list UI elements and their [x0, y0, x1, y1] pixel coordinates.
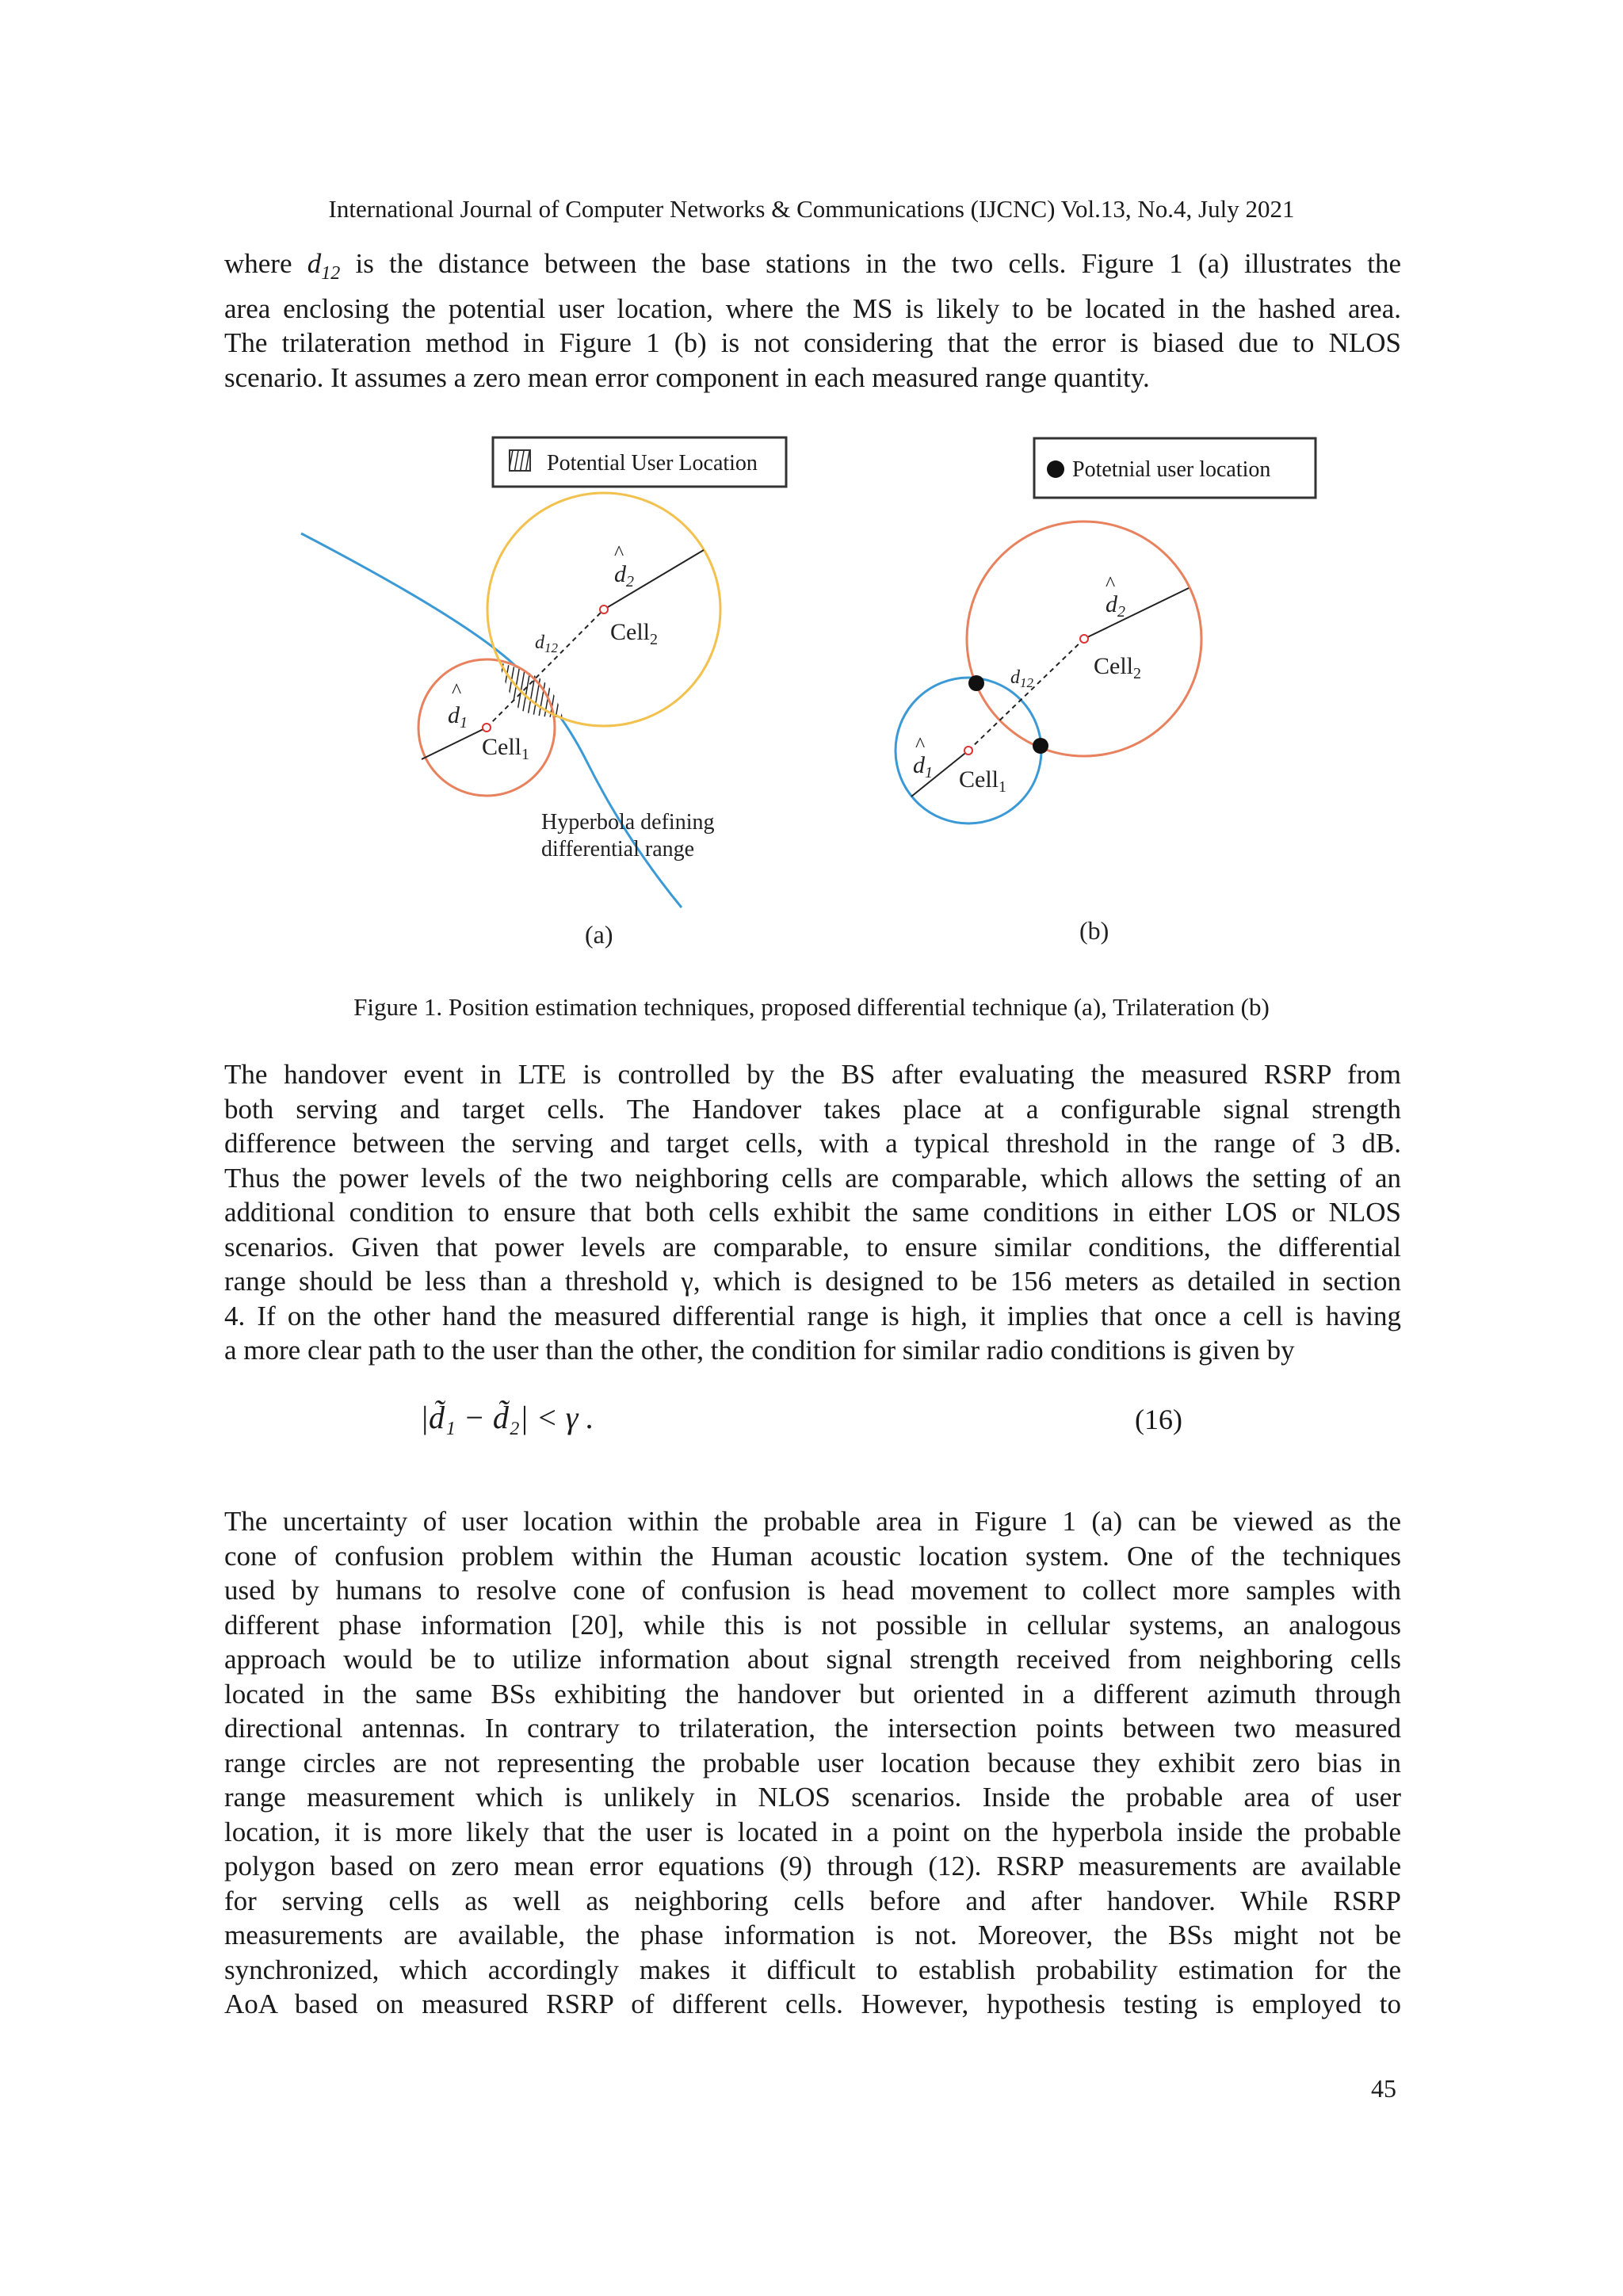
- svg-text:Cell1: Cell$_1$: [959, 766, 1006, 796]
- paragraph-3-line-10: location, it is more likely that the user is located in a point on the hyperbola inside the probable: [224, 1816, 1401, 1847]
- paragraph-3: [224, 1504, 1401, 2022]
- paragraph-2-line-7: range should be less than a threshold γ, which is designed to be 156 meters as detailed in section: [224, 1266, 1401, 1297]
- legend-b-text: Potetnial user location: [1072, 457, 1271, 482]
- legend-b: [1034, 438, 1316, 498]
- paragraph-2-line-4: Thus the power levels of the two neighboring cells are comparable, which allows the setting of an: [224, 1162, 1401, 1194]
- bs2-marker: [600, 606, 608, 613]
- cell1-label-b: Cell: [959, 766, 999, 793]
- paragraph-2: [224, 1057, 1401, 1368]
- intersection-point-2: [1033, 738, 1048, 754]
- paragraph-3-line-15: AoA based on measured RSRP of different cells. However, hypothesis testing is employed to: [224, 1988, 1401, 2019]
- panel-a-label: (a): [585, 920, 613, 949]
- svg-text:d1: $d_1$: [913, 752, 933, 781]
- paragraph-2-line-6: scenarios. Given that power levels are comparable, to ensure similar conditions, the differential: [224, 1231, 1401, 1263]
- para1-prefix: where: [224, 248, 292, 279]
- paragraph-1-line-1: where $d_{12}$ is the distance between the base stations in the two cells. Figure 1 (a) illustrates the: [224, 248, 1402, 284]
- paragraph-1-line-2: area enclosing the potential user location, where the MS is likely to be located in the hashed area.: [224, 292, 1401, 324]
- paragraph-3-line-1: The uncertainty of user location within the probable area in Figure 1 (a) can be viewed as the: [224, 1506, 1401, 1537]
- cell1-label: Cell: [482, 734, 521, 760]
- paragraph-2-line-2: both serving and target cells. The Handover takes place at a configurable signal strength: [224, 1093, 1401, 1125]
- paragraph-1-line-3: The trilateration method in Figure 1 (b) is not considering that the error is biased due to NLOS: [224, 327, 1401, 358]
- dot-swatch-icon: [1047, 460, 1064, 478]
- paragraph-3-line-14: synchronized, which accordingly makes it difficult to establish probability estimation for the: [224, 1954, 1401, 1985]
- svg-text:d2: $d_2$: [614, 561, 634, 590]
- paragraph-3-line-13: measurements are available, the phase information is not. Moreover, the BSs might not be: [224, 1920, 1401, 1950]
- hyperbola-label-2: differential range: [541, 837, 695, 861]
- hyperbola-label-1: Hyperbola defining: [541, 810, 715, 835]
- panel-b-label: (b): [1079, 916, 1109, 945]
- panel-a: [301, 493, 720, 949]
- svg-text:Cell2: Cell$_2$: [1094, 653, 1141, 682]
- svg-text:Cell2: Cell$_2$: [610, 619, 658, 648]
- hatch-swatch-icon: [510, 450, 530, 471]
- legend-a: [493, 437, 786, 487]
- paragraph-3-line-8: range circles are not representing the probable user location because they exhibit zero bias in: [224, 1747, 1401, 1778]
- paragraph-3-line-2: cone of confusion problem within the Human acoustic location system. One of the techniques: [224, 1540, 1401, 1572]
- cell2-label: Cell: [610, 619, 650, 645]
- paragraph-2-line-1: The handover event in LTE is controlled by the BS after evaluating the measured RSRP from: [224, 1059, 1401, 1090]
- paragraph-3-line-12: for serving cells as well as neighboring cells before and after handover. While RSRP: [224, 1885, 1401, 1916]
- equation-16: |d̃₁ − d̃₂| < γ .: [420, 1400, 594, 1435]
- svg-text:d1: $d_1$: [448, 702, 468, 732]
- equation-number: (16): [1135, 1404, 1182, 1435]
- paragraph-3-line-5: approach would be to utilize information about signal strength received from neighboring cells: [224, 1644, 1401, 1675]
- running-header: International Journal of Computer Networks & Communications (IJCNC) Vol.13, No.4, July 2021: [328, 195, 1295, 223]
- legend-a-text: Potential User Location: [547, 451, 758, 476]
- paragraph-3-line-11: polygon based on zero mean error equations (9) through (12). RSRP measurements are available: [224, 1851, 1401, 1881]
- paragraph-3-line-7: directional antennas. In contrary to trilateration, the intersection points between two measured: [224, 1713, 1401, 1744]
- bs1-marker-b: [964, 747, 972, 755]
- bs2-marker-b: [1080, 635, 1088, 643]
- svg-text:Cell1: Cell$_1$: [482, 734, 529, 763]
- svg-text:d12: $d_{12}$: [1010, 667, 1033, 690]
- figure-1: [0, 0, 1623, 983]
- bs1-marker: [483, 724, 491, 732]
- paragraph-2-line-5: additional condition to ensure that both cells exhibit the same conditions in either LOS or NLOS: [224, 1197, 1401, 1228]
- cell2-label-b: Cell: [1094, 653, 1133, 679]
- svg-text:^: ^: [452, 679, 462, 702]
- paragraph-1-line-4: scenario. It assumes a zero mean error component in each measured range quantity.: [224, 361, 1150, 393]
- svg-text:^: ^: [614, 541, 624, 564]
- svg-text:d2: $d_2$: [1106, 591, 1125, 621]
- paragraph-3-line-3: used by humans to resolve cone of confusion is head movement to collect more samples with: [224, 1575, 1401, 1606]
- svg-text:^: ^: [915, 733, 926, 756]
- figure-caption: Figure 1. Position estimation techniques, proposed differential technique (a), Trilateration (b): [353, 993, 1270, 1021]
- intersection-point-1: [968, 675, 984, 691]
- paragraph-2-line-9: a more clear path to the user than the other, the condition for similar radio conditions is given by: [224, 1335, 1295, 1366]
- var-d12: $d_{12}$: [307, 248, 341, 284]
- panel-b: [896, 521, 1201, 945]
- paragraph-3-line-4: different phase information [20], while this is not possible in cellular systems, an analogous: [224, 1609, 1401, 1641]
- paragraph-2-line-8: 4. If on the other hand the measured differential range is high, it implies that once a cell is having: [224, 1300, 1401, 1331]
- svg-text:d12: $d_{12}$: [535, 632, 558, 655]
- paragraph-3-line-9: range measurement which is unlikely in NLOS scenarios. Inside the probable area of user: [224, 1782, 1401, 1813]
- paragraph-3-line-6: located in the same BSs exhibiting the handover but oriented in a different azimuth through: [224, 1678, 1401, 1710]
- svg-text:^: ^: [1106, 572, 1116, 595]
- paragraph-2-line-3: difference between the serving and target cells, with a typical threshold in the range of 3 dB.: [224, 1128, 1401, 1159]
- page-number: 45: [1371, 2074, 1396, 2103]
